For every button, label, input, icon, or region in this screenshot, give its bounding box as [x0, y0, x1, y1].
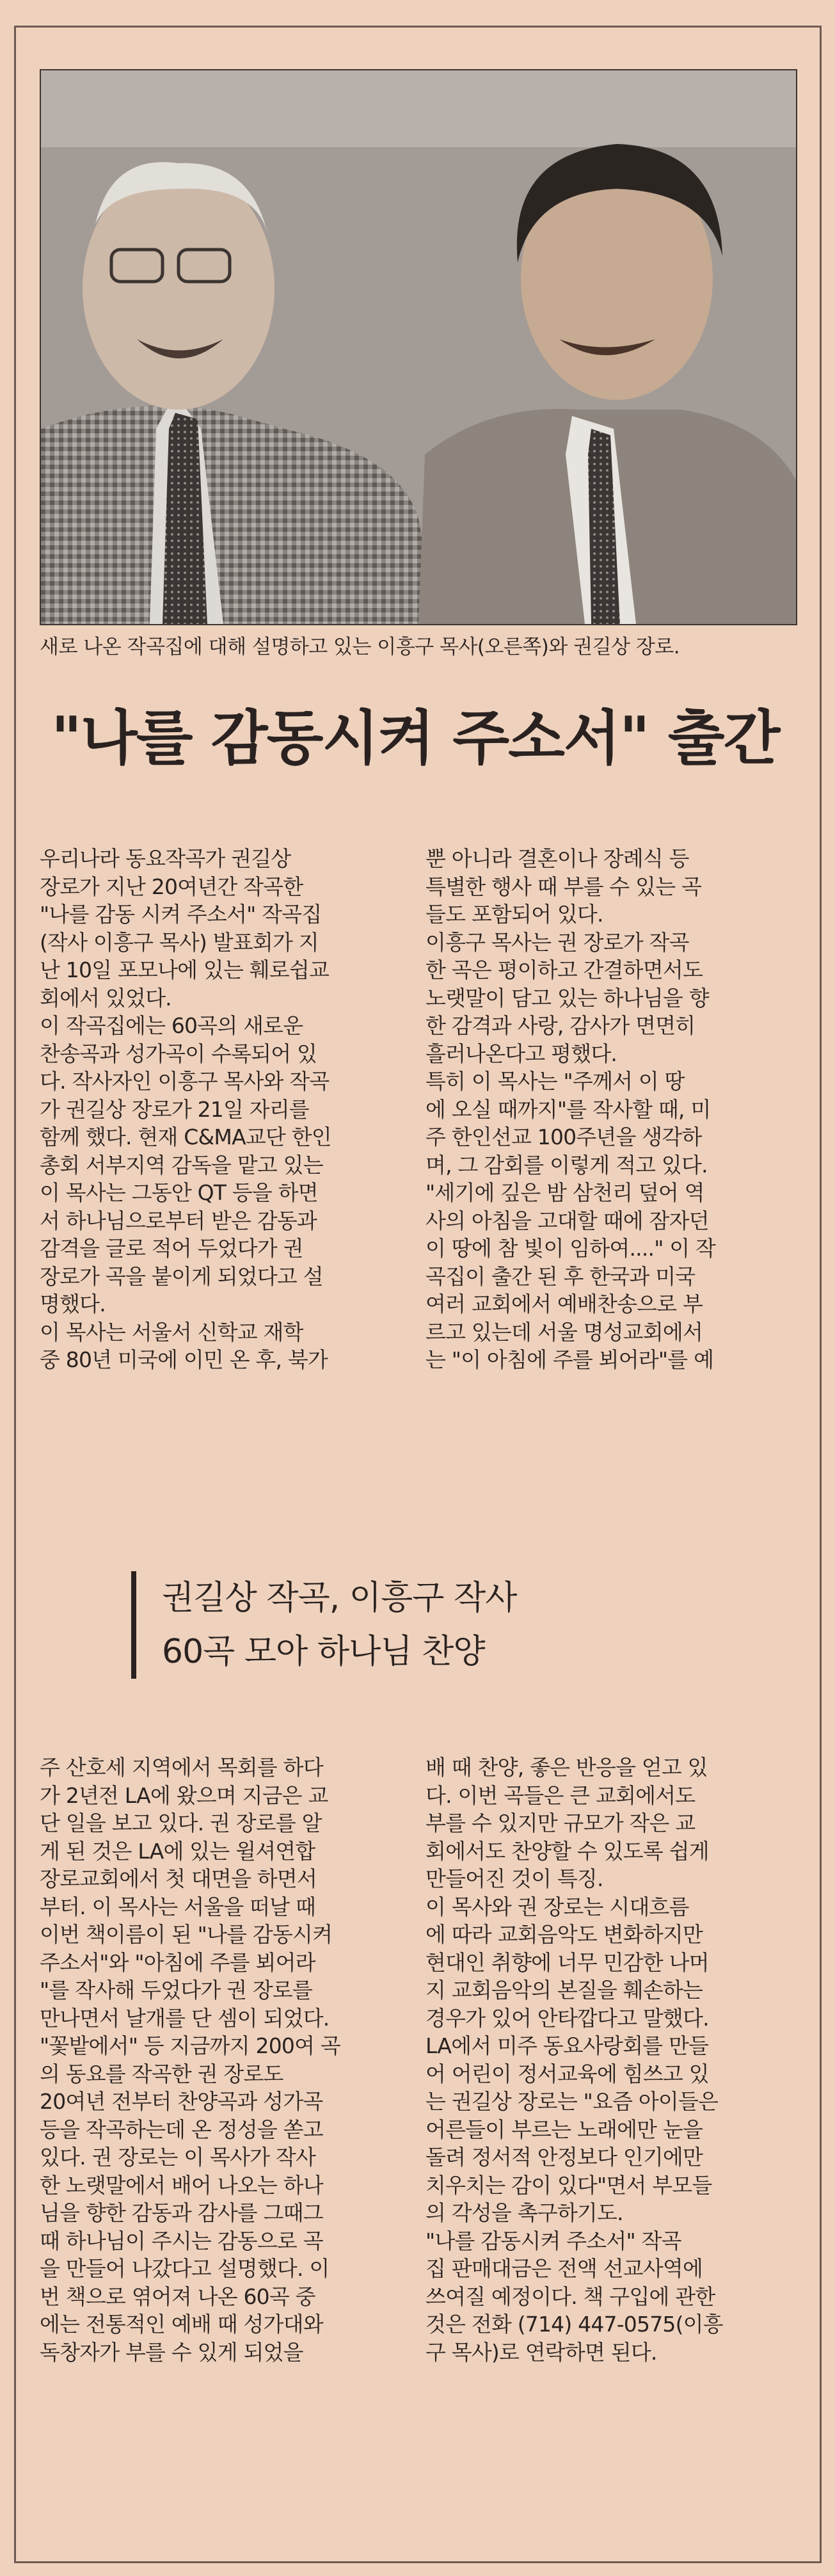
text-line: 등을 작곡하는데 온 정성을 쏟고	[40, 2116, 323, 2142]
text-line: 한 감격과 사랑, 감사가 면면히	[425, 1013, 696, 1038]
text-line: 장로가 지난 20여년간 작곡한	[40, 874, 303, 899]
article-photo	[40, 69, 797, 625]
text-line: 주 산호세 지역에서 목회를 하다	[40, 1755, 323, 1780]
article-column-2	[425, 845, 797, 1374]
text-line: 장로가 곡을 붙이게 되었다고 설	[40, 1263, 323, 1289]
text-line: 20여년 전부터 찬양곡과 성가곡	[40, 2089, 323, 2114]
text-line: "를 작사해 두었다가 권 장로를	[40, 1978, 313, 2003]
text-line: 에 오실 때까지"를 작사할 때, 미	[425, 1096, 711, 1122]
text-line: 의 각성을 촉구하기도.	[425, 2200, 623, 2225]
text-line: 을 만들어 나갔다고 설명했다. 이	[40, 2256, 330, 2281]
text-line: 게 된 것은 LA에 있는 윌셔연합	[40, 1838, 315, 1864]
text-line: 서 하나님으로부터 받은 감동과	[40, 1208, 317, 1233]
text-line: 노랫말이 담고 있는 하나님을 향	[425, 985, 709, 1011]
text-line: 주소서"와 "아침에 주를 뵈어라	[40, 1949, 315, 1975]
text-line: 가 권길상 장로가 21일 자리를	[40, 1096, 310, 1122]
text-line: 회에서도 찬양할 수 있도록 쉽게	[425, 1838, 709, 1864]
text-line: 명했다.	[40, 1292, 106, 1316]
text-line: 부터. 이 목사는 서울을 떠날 때	[40, 1894, 316, 1919]
text-line: 님을 향한 감동과 감사를 그때그	[40, 2200, 323, 2225]
text-line: 특히 이 목사는 "주께서 이 땅	[425, 1069, 685, 1094]
text-line: 가 2년전 LA에 왔으며 지금은 교	[40, 1782, 328, 1808]
text-line: 어 어린이 정서교육에 힘쓰고 있	[425, 2061, 709, 2086]
article-column-4	[425, 1754, 797, 2366]
article-column-3	[40, 1754, 411, 2366]
text-line: 여러 교회에서 예배찬송으로 부	[425, 1292, 703, 1316]
text-line: 장로교회에서 첫 대면을 하면서	[40, 1866, 317, 1891]
subheadline-line-1: 권길상 작곡, 이흥구 작사	[162, 1579, 517, 1617]
text-line: 때 하나님이 주시는 감동으로 곡	[40, 2228, 323, 2253]
article-column-1	[40, 845, 398, 1374]
text-line: 에는 전통적인 예배 때 성가대와	[40, 2312, 323, 2337]
text-line: 다. 이번 곡들은 큰 교회에서도	[425, 1782, 696, 1808]
text-line: 한 노랫말에서 배어 나오는 하나	[40, 2172, 323, 2198]
subheadline-box	[131, 1571, 738, 1679]
text-line: 한 곡은 평이하고 간결하면서도	[425, 957, 703, 982]
text-line: 곡집이 출간 된 후 한국과 미국	[425, 1263, 696, 1289]
text-line: 만나면서 날개를 단 셈이 되었다.	[40, 2005, 330, 2031]
text-line: 이흥구 목사는 권 장로가 작곡	[425, 929, 689, 955]
text-line: 이 작곡집에는 60곡의 새로운	[40, 1013, 303, 1038]
text-line: 경우가 있어 안타깝다고 말했다.	[425, 2005, 709, 2031]
text-line: 구 목사)로 연락하면 된다.	[425, 2339, 657, 2365]
text-line: (작사 이흥구 목사) 발표회가 지	[40, 929, 319, 955]
text-line: 회에서 있었다.	[40, 985, 171, 1011]
text-line: 난 10일 포모나에 있는 훼로쉽교	[40, 957, 330, 982]
text-line: 찬송곡과 성가곡이 수록되어 있	[40, 1041, 317, 1066]
text-line: 돌려 정서적 안정보다 인기에만	[425, 2145, 703, 2170]
text-line: 것은 전화 (714) 447-0575(이흥	[425, 2312, 723, 2337]
text-line: 총회 서부지역 감독을 맡고 있는	[40, 1152, 323, 1178]
text-line: "꽃밭에서" 등 지금까지 200여 곡	[40, 2033, 340, 2058]
text-line: 주 한인선교 100주년을 생각하	[425, 1124, 702, 1149]
text-line: 르고 있는데 서울 명성교회에서	[425, 1319, 703, 1345]
text-line: 흘러나온다고 평했다.	[425, 1041, 617, 1066]
text-line: 이 목사와 권 장로는 시대흐름	[425, 1894, 689, 1919]
text-line: 단 일을 보고 있다. 권 장로를 알	[40, 1811, 322, 1836]
text-line: 부를 수 있지만 규모가 작은 교	[425, 1811, 696, 1836]
headline: "나를 감동시켜 주소서" 출간	[51, 704, 779, 772]
text-line: 뿐 아니라 결혼이나 장례식 등	[425, 846, 689, 871]
text-line: "나를 감동 시켜 주소서" 작곡집	[40, 902, 322, 927]
text-line: "나를 감동시켜 주소서" 작곡	[425, 2228, 681, 2253]
text-line: 어른들이 부르는 노래에만 눈을	[425, 2116, 703, 2142]
text-line: 쓰여질 예정이다. 책 구입에 관한	[425, 2284, 715, 2309]
text-line: 며, 그 감회를 이렇게 적고 있다.	[425, 1152, 708, 1178]
text-line: 함께 했다. 현재 C&MA교단 한인	[40, 1124, 331, 1149]
text-line: 이번 책이름이 된 "나를 감동시켜	[40, 1922, 333, 1947]
text-line: 집 판매대금은 전액 선교사역에	[425, 2256, 703, 2281]
photo-caption: 새로 나온 작곡집에 대해 설명하고 있는 이흥구 목사(오른쪽)와 권길상 장로.	[40, 636, 680, 659]
text-line: 는 "이 아침에 주를 뵈어라"를 예	[425, 1347, 714, 1372]
text-line: 다. 작사자인 이흥구 목사와 작곡	[40, 1069, 330, 1094]
text-line: 에 따라 교회음악도 변화하지만	[425, 1922, 703, 1947]
text-line: 있다. 권 장로는 이 목사가 작사	[40, 2145, 316, 2170]
text-line: 중 80년 미국에 이민 온 후, 북가	[40, 1347, 328, 1372]
text-line: 는 권길상 장로는 "요즘 아이들은	[425, 2089, 719, 2114]
subheadline-line-2: 60곡 모아 하나님 찬양	[162, 1633, 485, 1671]
text-line: 독창자가 부를 수 있게 되었을	[40, 2339, 303, 2365]
text-line: 사의 아침을 고대할 때에 잠자던	[425, 1208, 709, 1233]
text-line: "세기에 깊은 밤 삼천리 덮어 역	[425, 1180, 704, 1205]
text-line: 우리나라 동요작곡가 권길상	[40, 846, 291, 871]
text-line: 이 땅에 참 빛이 임하여...." 이 작	[425, 1236, 716, 1261]
text-line: 현대인 취향에 너무 민감한 나머	[425, 1949, 709, 1975]
text-line: 번 책으로 엮어져 나온 60곡 중	[40, 2284, 315, 2309]
text-line: 특별한 행사 때 부를 수 있는 곡	[425, 874, 702, 899]
text-line: 치우치는 감이 있다"면서 부모들	[425, 2172, 712, 2198]
text-line: 지 교회음악의 본질을 훼손하는	[425, 1978, 703, 2003]
text-line: LA에서 미주 동요사랑회를 만들	[425, 2033, 709, 2058]
text-line: 이 목사는 서울서 신학교 재학	[40, 1319, 303, 1345]
text-line: 만들어진 것이 특징.	[425, 1866, 603, 1891]
text-line: 들도 포함되어 있다.	[425, 902, 603, 927]
text-line: 감격을 글로 적어 두었다가 권	[40, 1236, 303, 1261]
text-line: 배 때 찬양, 좋은 반응을 얻고 있	[425, 1755, 708, 1780]
text-line: 의 동요를 작곡한 권 장로도	[40, 2061, 283, 2086]
text-line: 이 목사는 그동안 QT 등을 하면	[40, 1180, 318, 1205]
